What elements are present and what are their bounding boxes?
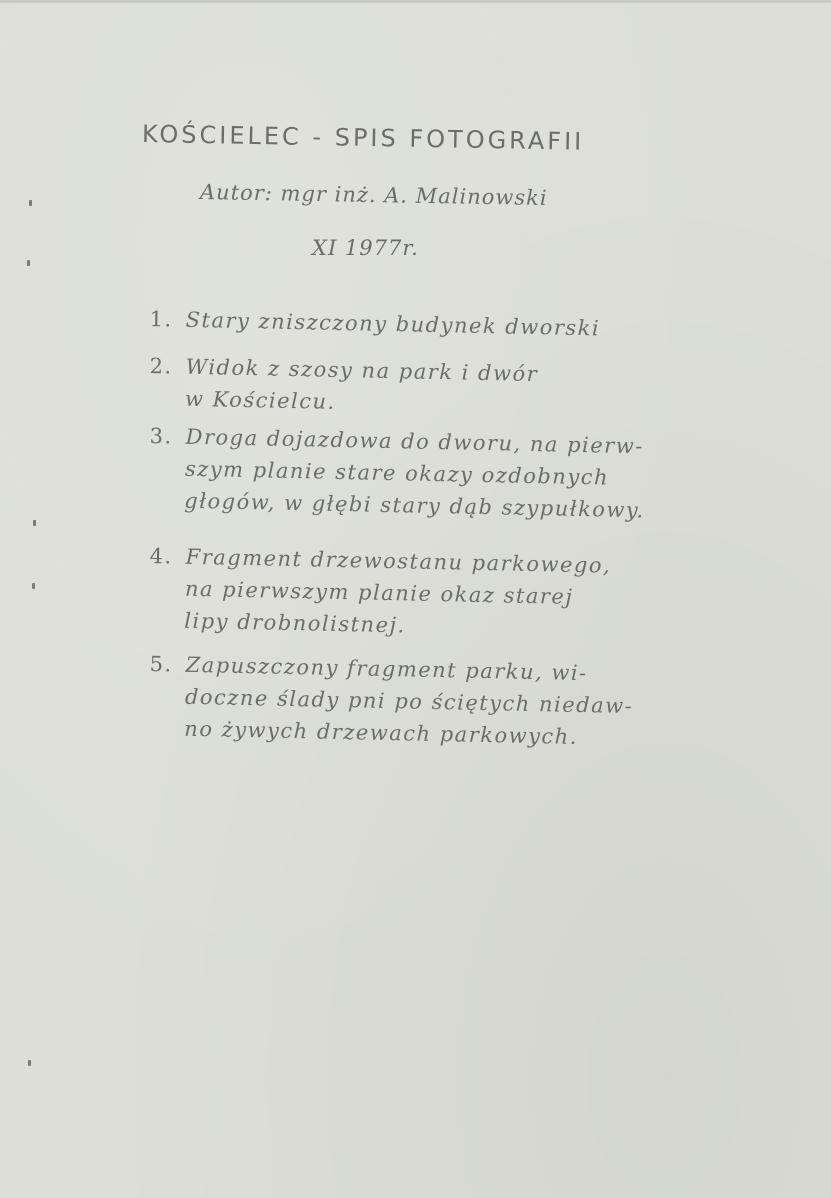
item-number: 5. bbox=[149, 651, 173, 677]
margin-mark bbox=[32, 583, 35, 589]
list-item bbox=[148, 648, 790, 757]
list-item bbox=[149, 350, 790, 427]
item-line: doczne ślady pni po ściętych niedaw- bbox=[184, 684, 634, 719]
list-item bbox=[148, 420, 790, 529]
document-author: Autor: mgr inż. A. Malinowski bbox=[199, 180, 548, 211]
item-line: Droga dojazdowa do dworu, na pierw- bbox=[185, 424, 645, 459]
document-date: XI 1977r. bbox=[312, 236, 419, 260]
item-line: Zapuszczony fragment parku, wi- bbox=[185, 652, 588, 686]
margin-mark bbox=[28, 1060, 31, 1066]
margin-mark bbox=[29, 200, 32, 206]
item-line: lipy drobnolistnej. bbox=[184, 608, 406, 638]
document-title: KOŚCIELEC - SPIS FOTOGRAFII bbox=[141, 120, 585, 156]
page-top-edge bbox=[0, 0, 831, 3]
margin-mark bbox=[33, 520, 36, 526]
item-number: 1. bbox=[149, 306, 173, 332]
item-line: głogów, w głębi stary dąb szypułkowy. bbox=[184, 488, 645, 523]
item-line: no żywych drzewach parkowych. bbox=[184, 716, 579, 749]
item-number: 4. bbox=[149, 543, 173, 569]
item-line: Widok z szosy na park i dwór bbox=[185, 354, 539, 387]
item-line: w Kościelcu. bbox=[184, 386, 336, 414]
item-number: 2. bbox=[149, 353, 173, 379]
item-line: Stary zniszczony budynek dworski bbox=[185, 307, 601, 341]
margin-mark bbox=[27, 260, 30, 266]
list-item bbox=[149, 303, 790, 348]
item-line: szym planie stare okazy ozdobnych bbox=[184, 456, 610, 490]
item-line: Fragment drzewostanu parkowego, bbox=[185, 544, 612, 578]
list-item bbox=[148, 540, 790, 649]
item-line: na pierwszym planie okaz starej bbox=[184, 576, 574, 609]
item-number: 3. bbox=[149, 423, 173, 449]
